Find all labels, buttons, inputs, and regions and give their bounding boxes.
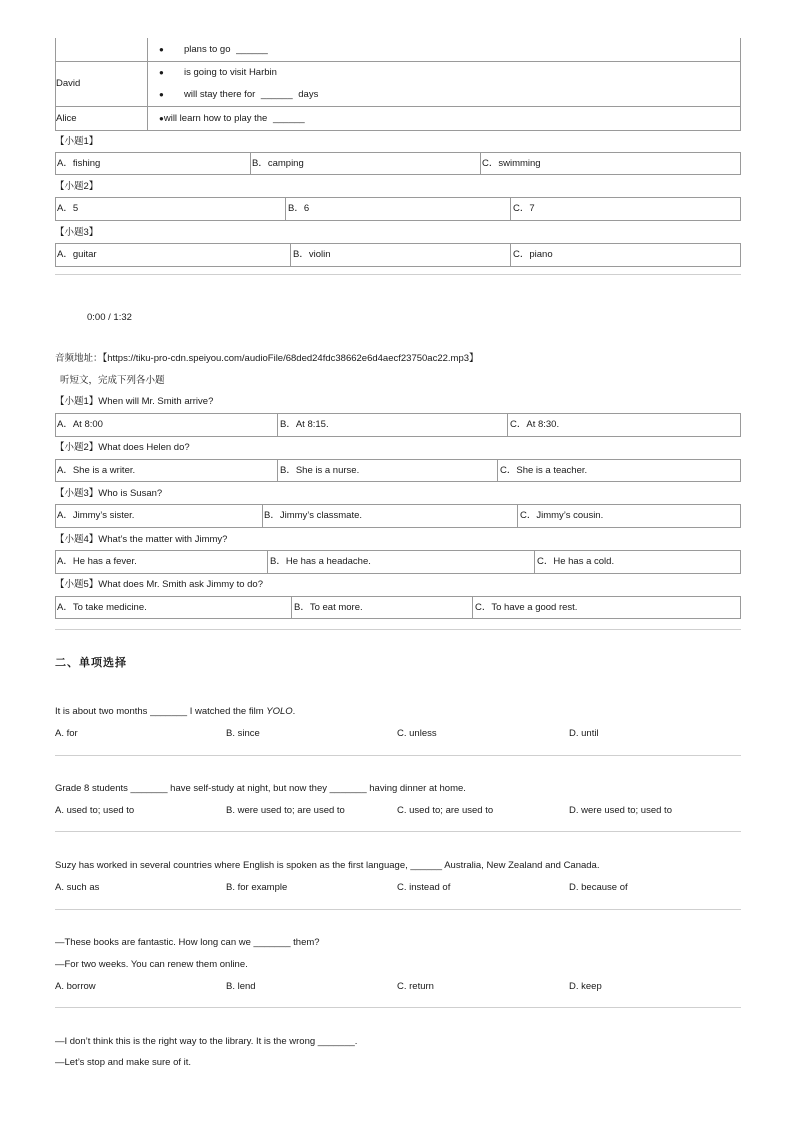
question-label: 【小题3】: [55, 227, 99, 238]
options-row: [55, 459, 741, 482]
option-a[interactable]: A．She is a writer.: [57, 465, 136, 476]
option-divider: [507, 413, 508, 437]
option-c[interactable]: C．He has a cold.: [537, 556, 615, 567]
question-stem-line2: —For two weeks. You can renew them online.: [55, 959, 248, 970]
option-c[interactable]: C. unless: [397, 728, 437, 739]
table-row-divider: [55, 106, 741, 107]
table-cell-text: is going to visit Harbin: [184, 67, 277, 78]
option-divider: [472, 596, 473, 619]
option-b[interactable]: B．To eat more.: [294, 602, 363, 613]
bullet: ●: [159, 90, 164, 99]
options-row: [55, 152, 741, 175]
option-divider: [510, 243, 511, 267]
option-c[interactable]: C．swimming: [482, 158, 541, 169]
option-a[interactable]: A. for: [55, 728, 78, 739]
option-c[interactable]: C．piano: [513, 249, 553, 260]
option-c[interactable]: C. used to; are used to: [397, 805, 494, 816]
option-d[interactable]: D. keep: [569, 981, 602, 992]
question-stem: It is about two months _______ I watched the film YOLO.: [55, 706, 296, 717]
option-a[interactable]: A．fishing: [57, 158, 101, 169]
option-d[interactable]: D. because of: [569, 882, 628, 893]
bullet: ●: [159, 45, 164, 54]
question-label: 【小题1】When will Mr. Smith arrive?: [55, 396, 214, 407]
divider: [55, 831, 741, 832]
option-divider: [250, 152, 251, 175]
table-row-name: David: [56, 78, 81, 89]
option-a[interactable]: A．Jimmy’s sister.: [57, 510, 135, 521]
question-stem: —I don’t think this is the right way to the library. It is the wrong _______.: [55, 1036, 358, 1047]
option-divider: [267, 550, 268, 574]
table-cell-text: plans to go ______: [184, 44, 268, 55]
option-a[interactable]: A．At 8:00: [57, 419, 103, 430]
divider: [55, 629, 741, 630]
divider: [55, 909, 741, 910]
options-row: [55, 550, 741, 574]
audio-address: 音频地址：【https://tiku-pro-cdn.speiyou.com/audioFile/68ded24fdc38662e6d4aecf23750ac22.mp3】: [55, 353, 479, 364]
table-right-border: [740, 38, 741, 130]
options-row: [55, 413, 741, 437]
option-c[interactable]: C．She is a teacher.: [500, 465, 588, 476]
option-b[interactable]: B．camping: [252, 158, 304, 169]
option-c[interactable]: C. return: [397, 981, 434, 992]
option-b[interactable]: B．She is a nurse.: [280, 465, 360, 476]
options-row: [55, 596, 741, 619]
option-c[interactable]: C．Jimmy’s cousin.: [520, 510, 604, 521]
option-divider: [285, 197, 286, 221]
option-c[interactable]: C．To have a good rest.: [475, 602, 578, 613]
question-stem: Grade 8 students _______ have self-study at night, but now they _______ having dinner at home.: [55, 783, 466, 794]
table-cell-text: ●will learn how to play the ______: [159, 113, 305, 124]
option-a[interactable]: A．5: [57, 203, 79, 214]
option-divider: [262, 504, 263, 528]
option-c[interactable]: C．At 8:30.: [510, 419, 560, 430]
option-divider: [290, 243, 291, 267]
question-label: 【小题4】What’s the matter with Jimmy?: [55, 534, 228, 545]
question-label: 【小题2】What does Helen do?: [55, 442, 190, 453]
option-b[interactable]: B．Jimmy’s classmate.: [264, 510, 363, 521]
question-stem-line2: —Let’s stop and make sure of it.: [55, 1057, 192, 1068]
table-row-name: Alice: [56, 113, 77, 124]
option-divider: [277, 459, 278, 482]
option-b[interactable]: B．violin: [293, 249, 331, 260]
option-divider: [517, 504, 518, 528]
question-stem: Suzy has worked in several countries where English is spoken as the first language, ______ Australia, New Zealand and Canada.: [55, 860, 600, 871]
option-b[interactable]: B．At 8:15.: [280, 419, 329, 430]
option-b[interactable]: B. were used to; are used to: [226, 805, 345, 816]
question-label: 【小题2】: [55, 181, 99, 192]
options-row: [55, 243, 741, 267]
option-d[interactable]: D. were used to; used to: [569, 805, 672, 816]
table-bottom-border: [55, 130, 741, 131]
option-c[interactable]: C．7: [513, 203, 535, 214]
table-col-divider: [147, 38, 148, 130]
table-row-divider: [55, 61, 741, 62]
option-b[interactable]: B. since: [226, 728, 260, 739]
option-a[interactable]: A．guitar: [57, 249, 97, 260]
question-stem: —These books are fantastic. How long can we _______ them?: [55, 937, 320, 948]
instruction: 听短文，完成下列各小题: [60, 375, 165, 386]
option-a[interactable]: A. borrow: [55, 981, 96, 992]
question-label: 【小题1】: [55, 136, 99, 147]
option-divider: [291, 596, 292, 619]
option-a[interactable]: A. used to; used to: [55, 805, 135, 816]
question-label: 【小题5】What does Mr. Smith ask Jimmy to do?: [55, 579, 264, 590]
option-divider: [510, 197, 511, 221]
option-divider: [480, 152, 481, 175]
option-a[interactable]: A．He has a fever.: [57, 556, 137, 567]
option-c[interactable]: C. instead of: [397, 882, 451, 893]
option-d[interactable]: D. until: [569, 728, 599, 739]
options-row: [55, 504, 741, 528]
option-b[interactable]: B．6: [288, 203, 310, 214]
bullet: ●: [159, 68, 164, 77]
section-heading: 二、单项选择: [55, 656, 127, 669]
question-label: 【小题3】Who is Susan?: [55, 488, 163, 499]
option-divider: [534, 550, 535, 574]
option-a[interactable]: A. such as: [55, 882, 100, 893]
option-a[interactable]: A．To take medicine.: [57, 602, 147, 613]
audio-time[interactable]: 0:00 / 1:32: [87, 312, 132, 323]
option-b[interactable]: B. for example: [226, 882, 288, 893]
option-divider: [497, 459, 498, 482]
divider: [55, 274, 741, 275]
option-b[interactable]: B. lend: [226, 981, 256, 992]
option-b[interactable]: B．He has a headache.: [270, 556, 371, 567]
divider: [55, 1007, 741, 1008]
option-divider: [277, 413, 278, 437]
divider: [55, 755, 741, 756]
table-cell-text: will stay there for ______ days: [184, 89, 319, 100]
options-row: [55, 197, 741, 221]
